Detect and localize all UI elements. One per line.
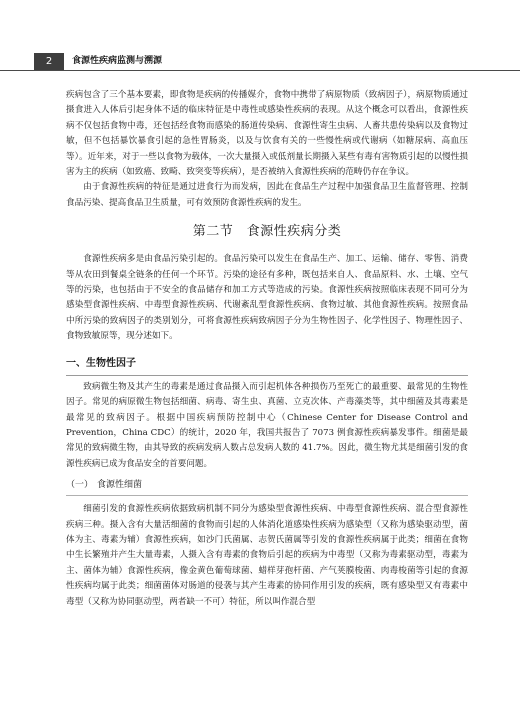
section-title: 第二节 食源性疾病分类 <box>192 224 342 240</box>
page-body <box>66 88 468 610</box>
heading-prefix: （一） <box>66 480 94 491</box>
subsubsection-heading <box>66 478 468 496</box>
running-title: 食源性疾病监测与溯源 <box>72 56 163 66</box>
body-paragraph: 由于食源性疾病的特征是通过进食行为而发病，因此在食品生产过程中加强食品卫生监督管理、控制食品污染、提高食品卫生质量，可有效预防食源性疾病的发生。 <box>66 182 468 208</box>
body-paragraph: 食源性疾病多是由食品污染引起的。食品污染可以发生在食品生产、加工、运输、储存、零售、消费等从农田到餐桌全链条的任何一个环节。污染的途径有多种，既包括来自人、食品原料、水、土壤、空气等的污染，也包括由于不安全的食品储存和加工方式等造成的污染。食源性疾病按照临床表现不同可分为感染型食源性疾病、中毒型食源性疾病、代谢紊乱型食源性疾病、食物过敏、其他食源性疾病。按照食品中所污染的致病因子的类别划分，可将食源性疾病致病因子分为生物性因子、化学性因子、物理性因子、食物致敏原等，现分述如下。 <box>66 254 468 342</box>
body-paragraph: 疾病包含了三个基本要素，即食物是疾病的传播媒介，食物中携带了病原物质（致病因子），病原物质通过摄食进入人体后引起身体不适的临床特征是中毒性或感染性疾病的表现。从这个概念可以看出，食源性疾病不仅包括食物中毒，还包括经食物而感染的肠道传染病、食源性寄生虫病、人畜共患传染病以及食物过敏，但不包括暴饮暴食引起的急性胃肠炎，以及与饮食有关的一些慢性病或代谢病（如糖尿病、高血压等）。近年来，对于一些以食物为载体，一次大量摄入或低剂量长期摄入某些有毒有害物质引起的以慢性损害为主的疾病（如致癌、致畸、致突变等疾病），是否被纳入食源性疾病的范畴仍存在争议。 <box>66 90 468 178</box>
body-paragraph: 致病微生物及其产生的毒素是通过食品摄入而引起机体各种损伤乃至死亡的最重要、最常见的生物性因子。常见的病原微生物包括细菌、病毒、寄生虫、真菌、立克次体、产毒藻类等，其中细菌及其毒素是最常见的致病因子。根据中国疾病预防控制中心（Chinese Center for Disease Control and Prevention，China CDC）的统计，2020 年，我国共报告了 7073 例食源性疾病暴发事件。细菌是最常见的致病微生物，由其导致的疾病发病人数占总发病人数的 41.7%。因此，微生物尤其是细菌引发的食源性疾病已成为食品安全的首要问题。 <box>66 381 468 469</box>
page-number: 2 <box>34 53 64 70</box>
page-header <box>0 53 520 71</box>
body-paragraph: 细菌引发的食源性疾病依据致病机制不同分为感染型食源性疾病、中毒型食源性疾病、混合型食源性疾病三种。摄入含有大量活细菌的食物而引起的人体消化道感染性疾病为感染型（又称为感染驱动型，菌体为主、毒素为辅）食源性疾病，如沙门氏菌属、志贺氏菌属等引发的食源性疾病属于此类；细菌在食物中生长繁殖并产生大量毒素，人摄入含有毒素的食物后引起的疾病为中毒型（又称为毒素驱动型，毒素为主、菌体为辅）食源性疾病，像金黄色葡萄球菌、蜡样芽孢杆菌、产气荚膜梭菌、肉毒梭菌等引起的食源性疾病均属于此类；细菌菌体对肠道的侵袭与其产生毒素的协同作用引发的疾病，既有感染型又有毒素中毒型（又称为协同驱动型，两者缺一不可）特征，所以叫作混合型 <box>66 504 468 607</box>
subsection-heading: 一、生物性因子 <box>66 356 468 376</box>
heading-text: 食源性细菌 <box>97 480 143 491</box>
